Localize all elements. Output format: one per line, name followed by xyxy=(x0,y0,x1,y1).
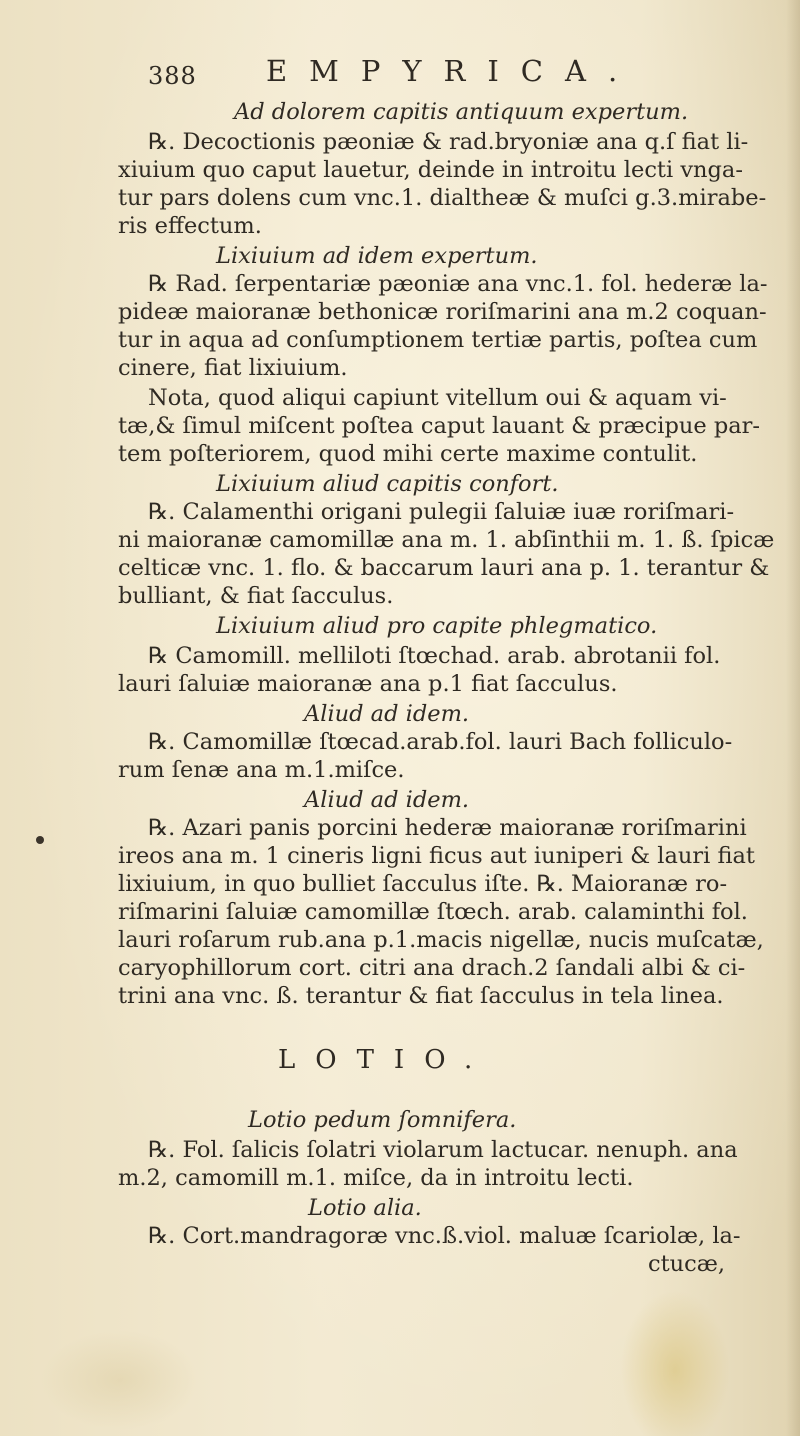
section-subheading: Lixiuium ad idem expertum. xyxy=(216,243,538,269)
page-header xyxy=(148,52,788,94)
ink-spot xyxy=(36,836,44,844)
text-line: ris effectum. xyxy=(118,213,262,239)
text-line: ℞. Camomillæ ſtœcad.arab.fol. lauri Bach folliculo- xyxy=(148,729,733,755)
section-heading: LOTIO. xyxy=(278,1045,493,1075)
text-line: xiuium quo caput lauetur, deinde in introitu lecti vnga- xyxy=(118,157,743,183)
section-subheading: Ad dolorem capitis antiquum expertum. xyxy=(234,99,689,125)
text-line: ℞. Azari panis porcini hederæ maioranæ roriſmarini xyxy=(148,815,747,841)
text-line: ℞. Cort.mandragoræ vnc.ß.viol. maluæ ſcariolæ, la- xyxy=(148,1223,741,1249)
text-line: ℞ Rad. ſerpentariæ pæoniæ ana vnc.1. fol. hederæ la- xyxy=(148,271,768,297)
text-line: trini ana vnc. ß. terantur & fiat ſacculus in tela linea. xyxy=(118,983,724,1009)
text-line: cinere, fiat lixiuium. xyxy=(118,355,348,381)
section-subheading: Lotio pedum ſomnifera. xyxy=(248,1107,517,1133)
text-line: celticæ vnc. 1. flo. & baccarum lauri ana p. 1. terantur & xyxy=(118,555,770,581)
page-edge-shadow xyxy=(786,0,800,1436)
text-line: ctucæ, xyxy=(648,1251,726,1277)
text-line: pideæ maioranæ bethonicæ roriſmarini ana m.2 coquan- xyxy=(118,299,767,325)
text-line: lixiuium, in quo bulliet ſacculus iſte. ℞. Maioranæ ro- xyxy=(118,871,728,897)
running-head: EMPYRICA. xyxy=(266,54,640,88)
text-line: ℞. Decoctionis pæoniæ & rad.bryoniæ ana q.ſ fiat li- xyxy=(148,129,749,155)
page-stain xyxy=(40,1330,200,1430)
page-number: 388 xyxy=(148,62,197,90)
text-line: tem poſteriorem, quod mihi certe maxime contulit. xyxy=(118,441,698,467)
text-line: caryophillorum cort. citri ana drach.2 ſandali albi & ci- xyxy=(118,955,746,981)
section-subheading: Aliud ad idem. xyxy=(304,701,470,727)
text-line: ℞. Calamenthi origani pulegii ſaluiæ iuæ roriſmari- xyxy=(148,499,735,525)
text-line: ireos ana m. 1 cineris ligni ficus aut iuniperi & lauri fiat xyxy=(118,843,755,869)
section-subheading: Lixiuium aliud capitis confort. xyxy=(216,471,559,497)
section-subheading: Aliud ad idem. xyxy=(304,787,470,813)
text-line: tur pars dolens cum vnc.1. dialtheæ & muſci g.3.mirabe- xyxy=(118,185,767,211)
text-line: rum ſenæ ana m.1.miſce. xyxy=(118,757,405,783)
text-line: lauri ſaluiæ maioranæ ana p.1 fiat ſacculus. xyxy=(118,671,618,697)
page-stain xyxy=(620,1290,730,1436)
text-line: m.2, camomill m.1. miſce, da in introitu lecti. xyxy=(118,1165,634,1191)
text-line: ℞. Fol. ſalicis ſolatri violarum lactucar. nenuph. ana xyxy=(148,1137,738,1163)
text-line: bulliant, & fiat ſacculus. xyxy=(118,583,394,609)
text-line: tur in aqua ad conſumptionem tertiæ partis, poſtea cum xyxy=(118,327,758,353)
section-subheading: Lotio alia. xyxy=(308,1195,422,1221)
text-line: ℞ Camomill. melliloti ſtœchad. arab. abrotanii fol. xyxy=(148,643,721,669)
text-line: lauri roſarum rub.ana p.1.macis nigellæ, nucis muſcatæ, xyxy=(118,927,764,953)
section-subheading: Lixiuium aliud pro capite phlegmatico. xyxy=(216,613,658,639)
text-line: Nota, quod aliqui capiunt vitellum oui & aquam vi- xyxy=(148,385,727,411)
text-line: tæ,& ſimul miſcent poſtea caput lauant & præcipue par- xyxy=(118,413,761,439)
text-line: ni maioranæ camomillæ ana m. 1. abſinthii m. 1. ß. ſpicæ xyxy=(118,527,775,553)
text-line: riſmarini ſaluiæ camomillæ ſtœch. arab. calaminthi fol. xyxy=(118,899,748,925)
